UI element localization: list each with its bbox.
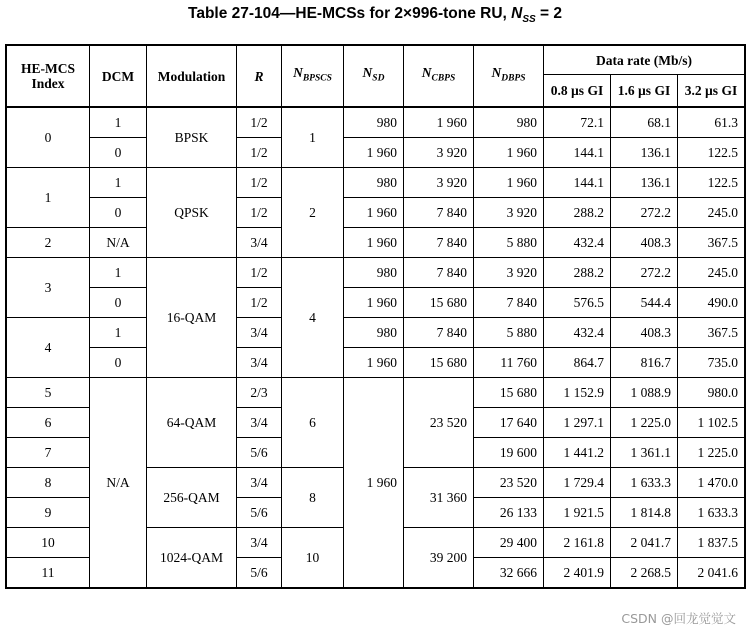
cell-ndbps: 5 880 xyxy=(474,228,544,258)
cell-dcm: 0 xyxy=(90,138,147,168)
cell-r: 1/2 xyxy=(237,198,282,228)
cell-nbpscs: 2 xyxy=(282,168,344,258)
cell-modulation: 64-QAM xyxy=(147,378,237,468)
cell-ndbps: 1 960 xyxy=(474,168,544,198)
cell-r: 1/2 xyxy=(237,258,282,288)
cell-nsd: 1 960 xyxy=(344,228,404,258)
cell-r: 3/4 xyxy=(237,468,282,498)
cell-ndbps: 5 880 xyxy=(474,318,544,348)
table-row xyxy=(7,107,745,138)
cell-nsd: 1 960 xyxy=(344,348,404,378)
table-title: Table 27-104—HE-MCSs for 2×996-tone RU, $N_{SS} = 2$ xyxy=(188,5,562,26)
cell-nsd: 1 960 xyxy=(344,198,404,228)
table-row xyxy=(7,378,745,408)
cell-mcs: 2 xyxy=(7,228,90,258)
header-gi-16: 1.6 µs GI xyxy=(611,75,678,107)
cell-rate-08: 1 441.2 xyxy=(544,438,611,468)
cell-rate-32: 1 837.5 xyxy=(678,528,745,558)
cell-ndbps: 26 133 xyxy=(474,498,544,528)
cell-dcm: 0 xyxy=(90,348,147,378)
cell-nsd: 1 960 xyxy=(344,378,404,588)
cell-r: 1/2 xyxy=(237,107,282,138)
cell-mcs: 9 xyxy=(7,498,90,528)
header-nbpscs: $N_{BPSCS}$ xyxy=(282,46,344,108)
cell-r: 3/4 xyxy=(237,528,282,558)
header-mcs: HE-MCS Index xyxy=(7,46,90,108)
cell-r: 5/6 xyxy=(237,498,282,528)
cell-rate-08: 2 401.9 xyxy=(544,558,611,588)
cell-rate-08: 288.2 xyxy=(544,258,611,288)
cell-mcs: 4 xyxy=(7,318,90,378)
cell-dcm: 1 xyxy=(90,258,147,288)
cell-mcs: 11 xyxy=(7,558,90,588)
header-nsd: $N_{SD}$ xyxy=(344,46,404,108)
cell-rate-16: 1 633.3 xyxy=(611,468,678,498)
cell-modulation: 16-QAM xyxy=(147,258,237,378)
cell-dcm: N/A xyxy=(90,378,147,588)
cell-mcs: 6 xyxy=(7,408,90,438)
cell-dcm: 1 xyxy=(90,107,147,138)
cell-ncbps: 7 840 xyxy=(404,228,474,258)
cell-r: 1/2 xyxy=(237,288,282,318)
cell-ncbps: 31 360 xyxy=(404,468,474,528)
cell-r: 1/2 xyxy=(237,168,282,198)
cell-mcs: 5 xyxy=(7,378,90,408)
cell-ndbps: 15 680 xyxy=(474,378,544,408)
cell-ndbps: 17 640 xyxy=(474,408,544,438)
cell-nsd: 1 960 xyxy=(344,138,404,168)
cell-nsd: 980 xyxy=(344,107,404,138)
cell-rate-16: 1 088.9 xyxy=(611,378,678,408)
cell-rate-16: 544.4 xyxy=(611,288,678,318)
cell-rate-32: 1 633.3 xyxy=(678,498,745,528)
cell-r: 3/4 xyxy=(237,348,282,378)
cell-rate-16: 408.3 xyxy=(611,318,678,348)
cell-ncbps: 7 840 xyxy=(404,198,474,228)
cell-rate-32: 2 041.6 xyxy=(678,558,745,588)
cell-ndbps: 980 xyxy=(474,107,544,138)
cell-rate-08: 144.1 xyxy=(544,168,611,198)
cell-mcs: 3 xyxy=(7,258,90,318)
cell-dcm: 1 xyxy=(90,318,147,348)
cell-ndbps: 3 920 xyxy=(474,258,544,288)
cell-ncbps: 7 840 xyxy=(404,258,474,288)
cell-modulation: QPSK xyxy=(147,168,237,258)
table-row xyxy=(7,348,745,378)
cell-nbpscs: 4 xyxy=(282,258,344,378)
header-gi-08: 0.8 µs GI xyxy=(544,75,611,107)
cell-nsd: 980 xyxy=(344,168,404,198)
cell-rate-32: 367.5 xyxy=(678,228,745,258)
cell-dcm: 0 xyxy=(90,198,147,228)
cell-rate-32: 735.0 xyxy=(678,348,745,378)
table-row xyxy=(7,258,745,288)
cell-ndbps: 1 960 xyxy=(474,138,544,168)
cell-rate-32: 1 470.0 xyxy=(678,468,745,498)
table-row xyxy=(7,198,745,228)
cell-ncbps: 39 200 xyxy=(404,528,474,588)
cell-ncbps: 23 520 xyxy=(404,378,474,468)
cell-nbpscs: 1 xyxy=(282,107,344,168)
cell-rate-32: 980.0 xyxy=(678,378,745,408)
cell-rate-08: 2 161.8 xyxy=(544,528,611,558)
cell-rate-32: 1 225.0 xyxy=(678,438,745,468)
cell-rate-08: 864.7 xyxy=(544,348,611,378)
table-row xyxy=(7,168,745,198)
cell-rate-08: 432.4 xyxy=(544,318,611,348)
cell-ncbps: 7 840 xyxy=(404,318,474,348)
cell-rate-16: 68.1 xyxy=(611,107,678,138)
cell-rate-32: 122.5 xyxy=(678,168,745,198)
cell-rate-08: 576.5 xyxy=(544,288,611,318)
cell-ndbps: 29 400 xyxy=(474,528,544,558)
table-row xyxy=(7,318,745,348)
cell-ncbps: 3 920 xyxy=(404,168,474,198)
header-data-rate: Data rate (Mb/s) xyxy=(544,46,745,75)
cell-ncbps: 15 680 xyxy=(404,348,474,378)
cell-r: 2/3 xyxy=(237,378,282,408)
cell-modulation: 1024-QAM xyxy=(147,528,237,588)
cell-rate-16: 136.1 xyxy=(611,138,678,168)
cell-r: 3/4 xyxy=(237,228,282,258)
cell-ndbps: 19 600 xyxy=(474,438,544,468)
cell-rate-08: 72.1 xyxy=(544,107,611,138)
table-row xyxy=(7,138,745,168)
cell-ndbps: 7 840 xyxy=(474,288,544,318)
cell-rate-16: 1 225.0 xyxy=(611,408,678,438)
header-ndbps: $N_{DBPS}$ xyxy=(474,46,544,108)
cell-modulation: 256-QAM xyxy=(147,468,237,528)
cell-rate-32: 245.0 xyxy=(678,198,745,228)
cell-nbpscs: 8 xyxy=(282,468,344,528)
cell-rate-32: 490.0 xyxy=(678,288,745,318)
cell-mcs: 8 xyxy=(7,468,90,498)
header-ncbps: $N_{CBPS}$ xyxy=(404,46,474,108)
cell-rate-16: 2 268.5 xyxy=(611,558,678,588)
cell-ndbps: 11 760 xyxy=(474,348,544,378)
cell-rate-08: 1 921.5 xyxy=(544,498,611,528)
cell-mcs: 7 xyxy=(7,438,90,468)
cell-mcs: 0 xyxy=(7,107,90,168)
mcs-table xyxy=(6,45,745,588)
watermark: CSDN @回龙觉觉文 xyxy=(621,611,736,626)
cell-r: 1/2 xyxy=(237,138,282,168)
cell-ncbps: 1 960 xyxy=(404,107,474,138)
cell-mcs: 1 xyxy=(7,168,90,228)
cell-r: 5/6 xyxy=(237,558,282,588)
cell-dcm: N/A xyxy=(90,228,147,258)
cell-rate-32: 245.0 xyxy=(678,258,745,288)
header-dcm: DCM xyxy=(90,46,147,108)
cell-rate-08: 1 729.4 xyxy=(544,468,611,498)
cell-rate-16: 272.2 xyxy=(611,258,678,288)
cell-ndbps: 23 520 xyxy=(474,468,544,498)
cell-rate-32: 367.5 xyxy=(678,318,745,348)
header-row xyxy=(7,46,745,75)
cell-rate-16: 816.7 xyxy=(611,348,678,378)
cell-dcm: 0 xyxy=(90,288,147,318)
cell-rate-32: 1 102.5 xyxy=(678,408,745,438)
cell-ndbps: 32 666 xyxy=(474,558,544,588)
cell-rate-32: 61.3 xyxy=(678,107,745,138)
cell-nsd: 980 xyxy=(344,258,404,288)
cell-ncbps: 15 680 xyxy=(404,288,474,318)
cell-r: 5/6 xyxy=(237,438,282,468)
cell-nsd: 980 xyxy=(344,318,404,348)
cell-dcm: 1 xyxy=(90,168,147,198)
cell-rate-16: 1 361.1 xyxy=(611,438,678,468)
cell-nbpscs: 6 xyxy=(282,378,344,468)
cell-rate-16: 408.3 xyxy=(611,228,678,258)
header-r: R xyxy=(237,46,282,108)
cell-rate-08: 432.4 xyxy=(544,228,611,258)
header-modulation: Modulation xyxy=(147,46,237,108)
cell-ndbps: 3 920 xyxy=(474,198,544,228)
cell-mcs: 10 xyxy=(7,528,90,558)
cell-ncbps: 3 920 xyxy=(404,138,474,168)
header-gi-32: 3.2 µs GI xyxy=(678,75,745,107)
cell-nsd: 1 960 xyxy=(344,288,404,318)
cell-r: 3/4 xyxy=(237,318,282,348)
cell-rate-08: 288.2 xyxy=(544,198,611,228)
cell-r: 3/4 xyxy=(237,408,282,438)
cell-rate-08: 1 297.1 xyxy=(544,408,611,438)
table-row xyxy=(7,288,745,318)
cell-rate-08: 1 152.9 xyxy=(544,378,611,408)
cell-nbpscs: 10 xyxy=(282,528,344,588)
cell-rate-16: 1 814.8 xyxy=(611,498,678,528)
cell-rate-16: 136.1 xyxy=(611,168,678,198)
cell-rate-32: 122.5 xyxy=(678,138,745,168)
cell-rate-16: 272.2 xyxy=(611,198,678,228)
cell-rate-16: 2 041.7 xyxy=(611,528,678,558)
cell-modulation: BPSK xyxy=(147,107,237,168)
table-row xyxy=(7,228,745,258)
cell-rate-08: 144.1 xyxy=(544,138,611,168)
